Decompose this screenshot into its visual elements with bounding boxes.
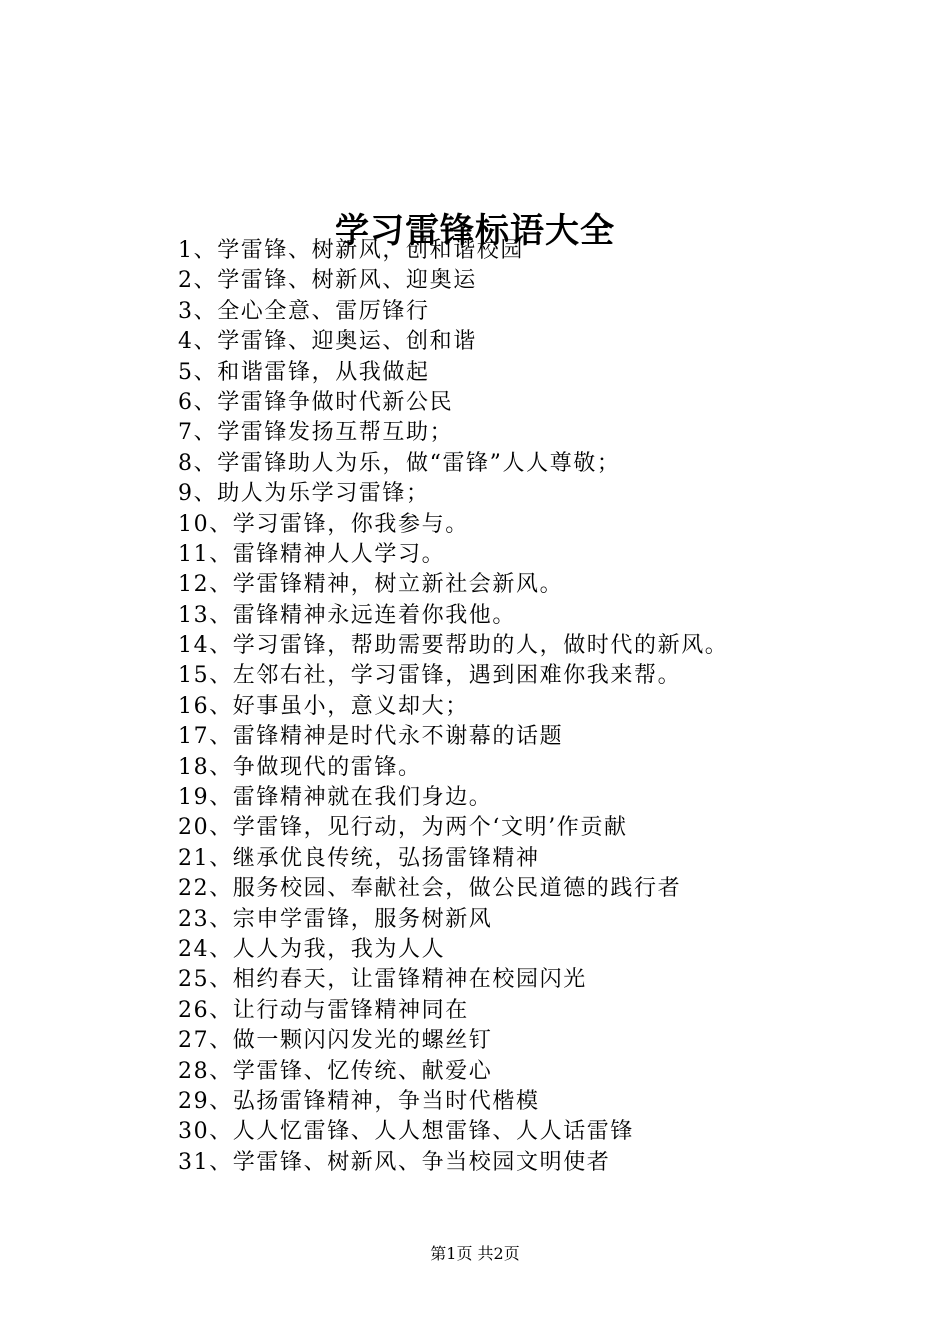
- slogan-item: 28、学雷锋、忆传统、献爱心: [178, 1058, 493, 1084]
- slogan-item: 31、学雷锋、树新风、争当校园文明使者: [178, 1149, 611, 1175]
- slogan-item: 21、继承优良传统，弘扬雷锋精神: [178, 845, 540, 871]
- slogan-item: 18、争做现代的雷锋。: [178, 754, 422, 780]
- slogan-item: 2、学雷锋、树新风、迎奥运: [178, 268, 477, 294]
- slogan-item: 12、学雷锋精神，树立新社会新风。: [178, 572, 564, 598]
- slogan-item: 10、学习雷锋，你我参与。: [178, 511, 469, 537]
- slogan-item: 8、学雷锋助人为乐，做“雷锋”人人尊敬；: [178, 450, 621, 476]
- page-number-footer: 第1页 共2页: [430, 1244, 520, 1263]
- slogan-item: 26、让行动与雷锋精神同在: [178, 997, 469, 1023]
- slogan-item: 22、服务校园、奉献社会，做公民道德的践行者: [178, 876, 682, 902]
- slogan-item: 19、雷锋精神就在我们身边。: [178, 785, 493, 811]
- slogan-item: 6、学雷锋争做时代新公民: [178, 389, 454, 415]
- slogan-item: 27、做一颗闪闪发光的螺丝钉: [178, 1028, 493, 1054]
- slogan-item: 3、全心全意、雷厉锋行: [178, 298, 430, 324]
- slogan-item: 24、人人为我，我为人人: [178, 936, 446, 962]
- slogan-item: 9、助人为乐学习雷锋；: [178, 481, 430, 507]
- slogan-item: 7、学雷锋发扬互帮互助；: [178, 420, 454, 446]
- slogan-item: 17、雷锋精神是时代永不谢幕的话题: [178, 724, 564, 750]
- slogan-item: 25、相约春天，让雷锋精神在校园闪光: [178, 967, 587, 993]
- slogan-item: 20、学雷锋，见行动，为两个‘文明’作贡献: [178, 815, 628, 841]
- slogan-item: 30、人人忆雷锋、人人想雷锋、人人话雷锋: [178, 1119, 634, 1145]
- slogan-item: 16、好事虽小，意义却大；: [178, 693, 469, 719]
- slogan-item: 29、弘扬雷锋精神，争当时代楷模: [178, 1088, 540, 1114]
- slogan-item: 14、学习雷锋，帮助需要帮助的人，做时代的新风。: [178, 633, 729, 659]
- slogan-item: 1、学雷锋、树新风，创和谐校园: [178, 238, 524, 263]
- slogan-item: 11、雷锋精神人人学习。: [178, 541, 446, 567]
- slogan-item: 4、学雷锋、迎奥运、创和谐: [178, 329, 477, 355]
- slogan-item: 13、雷锋精神永远连着你我他。: [178, 602, 516, 628]
- slogan-list: [178, 236, 938, 1178]
- slogan-item: 15、左邻右社，学习雷锋，遇到困难你我来帮。: [178, 663, 682, 689]
- page-title: 学习雷锋标语大全: [335, 210, 615, 251]
- slogan-item: 23、宗申学雷锋，服务树新风: [178, 906, 493, 932]
- slogan-item: 5、和谐雷锋，从我做起: [178, 359, 430, 385]
